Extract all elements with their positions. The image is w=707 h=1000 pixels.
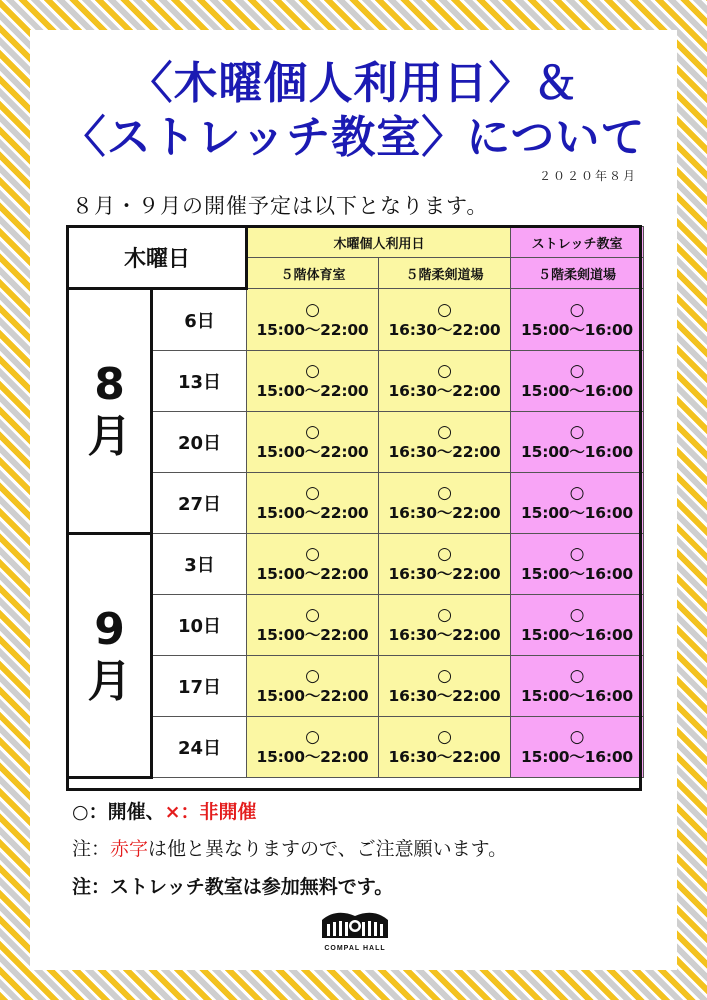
slot-gym <box>247 351 379 412</box>
day-cell: 24日 <box>152 717 247 778</box>
closed-mark: × <box>164 801 181 823</box>
slot-stretch <box>511 534 644 595</box>
table-row <box>68 656 644 717</box>
held-mark: ○ <box>569 361 585 381</box>
time-range: 15:00～22:00 <box>256 504 369 522</box>
held-mark: ○ <box>437 483 452 503</box>
held-mark: ○ <box>569 605 585 625</box>
day-cell: 10日 <box>152 595 247 656</box>
slot-dojo <box>379 351 511 412</box>
header-venue-dojo: ５階柔剣道場 <box>379 258 511 289</box>
time-range: 15:00～22:00 <box>256 443 369 461</box>
held-mark: ○ <box>305 361 320 381</box>
header-venue-stretch: ５階柔剣道場 <box>511 258 644 289</box>
header-stretch: ストレッチ教室 <box>511 227 644 258</box>
slot-dojo <box>379 534 511 595</box>
table-row <box>68 534 644 595</box>
held-mark: ○ <box>437 422 452 442</box>
note-rest: は他と異なりますので、ご注意願います。 <box>148 838 508 860</box>
slot-stretch <box>511 595 644 656</box>
held-mark: ○ <box>305 422 320 442</box>
note-free: 注：ストレッチ教室は参加無料です。 <box>72 876 394 898</box>
day-cell: 17日 <box>152 656 247 717</box>
time-range: 16:30～22:00 <box>388 443 501 461</box>
header-individual: 木曜個人利用日 <box>247 227 511 258</box>
day-cell: 20日 <box>152 412 247 473</box>
time-range: 15:00～22:00 <box>256 687 369 705</box>
schedule-table <box>66 225 644 779</box>
slot-dojo <box>379 412 511 473</box>
open-label: ：開催、 <box>88 801 165 823</box>
title-line-1: 〈木曜個人利用日〉＆ <box>128 58 579 109</box>
held-mark: ○ <box>569 666 585 686</box>
time-range: 16:30～22:00 <box>388 626 501 644</box>
held-mark: ○ <box>569 727 585 747</box>
slot-gym <box>247 289 379 351</box>
time-range: 15:00～22:00 <box>256 565 369 583</box>
day-cell: 3日 <box>152 534 247 595</box>
month-september <box>68 534 152 778</box>
compal-hall-logo <box>318 906 392 952</box>
time-range: 15:00～16:00 <box>521 565 634 583</box>
slot-dojo <box>379 473 511 534</box>
slot-stretch <box>511 656 644 717</box>
slot-gym <box>247 534 379 595</box>
held-mark: ○ <box>305 483 320 503</box>
held-mark: ○ <box>437 727 452 747</box>
held-mark: ○ <box>437 666 452 686</box>
month-suffix: 月 <box>87 655 132 707</box>
closed-label: ：非開催 <box>180 801 257 823</box>
logo-text: COMPAL HALL <box>324 945 386 952</box>
slot-gym <box>247 473 379 534</box>
time-range: 15:00～22:00 <box>256 748 369 766</box>
month-number: 9 <box>94 603 125 655</box>
table-row <box>68 351 644 412</box>
time-range: 15:00～22:00 <box>256 382 369 400</box>
time-range: 15:00～16:00 <box>521 687 634 705</box>
held-mark: ○ <box>569 422 585 442</box>
held-mark: ○ <box>569 544 585 564</box>
table-row <box>68 412 644 473</box>
time-range: 15:00～16:00 <box>521 626 634 644</box>
time-range: 15:00～16:00 <box>521 382 634 400</box>
held-mark: ○ <box>569 483 585 503</box>
held-mark: ○ <box>437 361 452 381</box>
open-mark: ○ <box>72 801 89 823</box>
time-range: 16:30～22:00 <box>388 504 501 522</box>
held-mark: ○ <box>437 544 452 564</box>
month-august <box>68 289 152 534</box>
held-mark: ○ <box>437 299 452 320</box>
hall-icon <box>318 906 392 940</box>
header-thursday: 木曜日 <box>68 227 247 289</box>
month-number: 8 <box>94 359 125 410</box>
note-prefix: 注： <box>72 838 111 860</box>
time-range: 15:00～22:00 <box>256 320 369 339</box>
held-mark: ○ <box>305 727 320 747</box>
slot-dojo <box>379 656 511 717</box>
held-mark: ○ <box>305 544 320 564</box>
slot-stretch <box>511 412 644 473</box>
title-line-2: 〈ストレッチ教室〉について <box>61 112 646 163</box>
table-row <box>68 289 644 351</box>
time-range: 15:00～16:00 <box>521 320 634 339</box>
table-row <box>68 717 644 778</box>
slot-stretch <box>511 473 644 534</box>
held-mark: ○ <box>437 605 452 625</box>
lead-text: ８月・９月の開催予定は以下となります。 <box>72 194 489 218</box>
note-red-text <box>72 834 507 861</box>
slot-stretch <box>511 351 644 412</box>
slot-dojo <box>379 595 511 656</box>
day-cell: 27日 <box>152 473 247 534</box>
time-range: 16:30～22:00 <box>388 748 501 766</box>
header-venue-gym: ５階体育室 <box>247 258 379 289</box>
legend <box>72 797 257 824</box>
time-range: 16:30～22:00 <box>388 565 501 583</box>
time-range: 15:00～16:00 <box>521 443 634 461</box>
slot-gym <box>247 412 379 473</box>
time-range: 16:30～22:00 <box>388 320 501 339</box>
slot-gym <box>247 717 379 778</box>
time-range: 15:00～16:00 <box>521 504 634 522</box>
day-cell: 6日 <box>152 289 247 351</box>
slot-gym <box>247 656 379 717</box>
held-mark: ○ <box>569 299 585 320</box>
slot-dojo <box>379 717 511 778</box>
slot-gym <box>247 595 379 656</box>
note-red-word: 赤字 <box>110 838 149 860</box>
day-cell: 13日 <box>152 351 247 412</box>
time-range: 16:30～22:00 <box>388 687 501 705</box>
held-mark: ○ <box>305 605 320 625</box>
time-range: 16:30～22:00 <box>388 382 501 400</box>
month-suffix: 月 <box>87 411 132 462</box>
issue-date: ２０２０年８月 <box>538 169 637 183</box>
time-range: 15:00～16:00 <box>521 748 634 766</box>
slot-stretch <box>511 717 644 778</box>
held-mark: ○ <box>305 299 320 320</box>
table-row <box>68 595 644 656</box>
slot-dojo <box>379 289 511 351</box>
time-range: 15:00～22:00 <box>256 626 369 644</box>
slot-stretch <box>511 289 644 351</box>
held-mark: ○ <box>305 666 320 686</box>
table-row <box>68 473 644 534</box>
